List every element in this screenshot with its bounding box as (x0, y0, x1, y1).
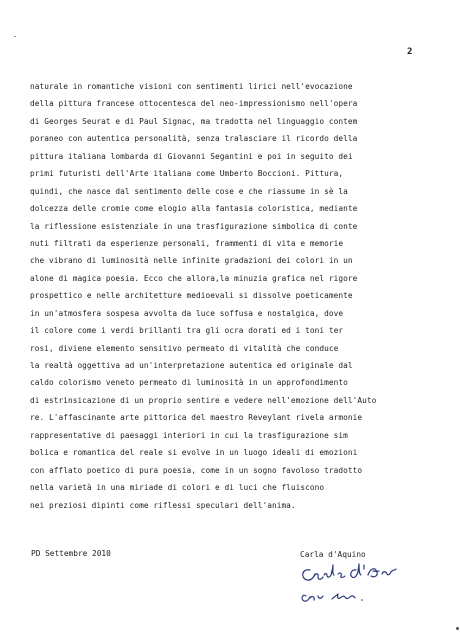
text-line: di estrinsicazione di un proprio sentire e vedere nell'emozione dell'Auto (30, 395, 377, 405)
text-line: poraneo con autentica personalità, senza tralasciare il ricordo della (30, 134, 358, 144)
text-line: dolcezza delle cromie come elogio alla fantasia coloristica, mediante (30, 204, 358, 214)
text-line: pittura italiana lombarda di Giovanni Segantini e poi in seguito dei (30, 151, 353, 161)
text-line: della pittura francese ottocentesca del neo-impressionismo nell'opera (30, 99, 358, 109)
page-number: 2 (407, 47, 413, 57)
text-line: rappresentative di paesaggi interiori in cui la trasfigurazione sim (30, 430, 348, 440)
text-line: nei preziosi dipinti come riflessi speculari dell'anima. (30, 500, 296, 510)
handwritten-signature (298, 562, 408, 610)
scan-speck (14, 36, 16, 37)
text-line: alone di magica poesia. Ecco che allora,la minuzia grafica nel rigore (30, 273, 358, 283)
text-line: naturale in romantiche visioni con sentimenti lirici nell'evocazione (30, 82, 353, 91)
text-line: prospettico e nelle architetture medioevali si dissolve poeticamente (30, 291, 353, 301)
text-line: che vibrano di luminosità nelle infinite gradazioni dei colori in un (30, 256, 353, 266)
text-line: rosi, diviene elemento sensitivo permeato di vitalità che conduce (30, 343, 339, 353)
text-line: caldo colorismo veneto permeato di luminosità in un approfondimento (30, 378, 348, 388)
text-line: in un'atmosfera sospesa avvolta da luce soffusa e nostalgica, dove (30, 308, 344, 318)
text-line: la riflessione esistenziale in una trasfigurazione simbolica di conte (30, 221, 358, 231)
author-name: Carla d'Aquino (300, 550, 366, 559)
text-line: primi futuristi dell'Arte italiana come Umberto Boccioni. Pittura, (30, 169, 344, 179)
text-line: nuti filtrati da esperienze personali, frammenti di vita e memorie (30, 238, 344, 248)
body-text (30, 78, 440, 514)
text-line: con afflato poetico di pura poesia, come in un sogno favoloso tradotto (30, 465, 363, 475)
text-line: quindi, che nasce dal sentimento delle cose e che riassume in sè la (30, 186, 348, 196)
text-line: nella varietà in una miriade di colori e di luci che fluiscono (30, 483, 325, 493)
text-line: il colore come i verdi brillanti tra gli ocra dorati ed i toni ter (30, 326, 344, 336)
text-line: bolica e romantica del reale si evolve in un luogo ideali di emozioni (30, 448, 358, 458)
place-date: PD Settembre 2010 (31, 549, 111, 558)
text-line: di Georges Seurat e di Paul Signac, ma tradotta nel linguaggio contem (30, 116, 358, 126)
scan-speck (456, 627, 459, 630)
text-line: la realtà oggettiva ad un'interpretazione autentica ed originale dal (30, 361, 353, 370)
text-line: re. L'affascinante arte pittorica del maestro Reveylant rivela armonie (30, 413, 363, 423)
